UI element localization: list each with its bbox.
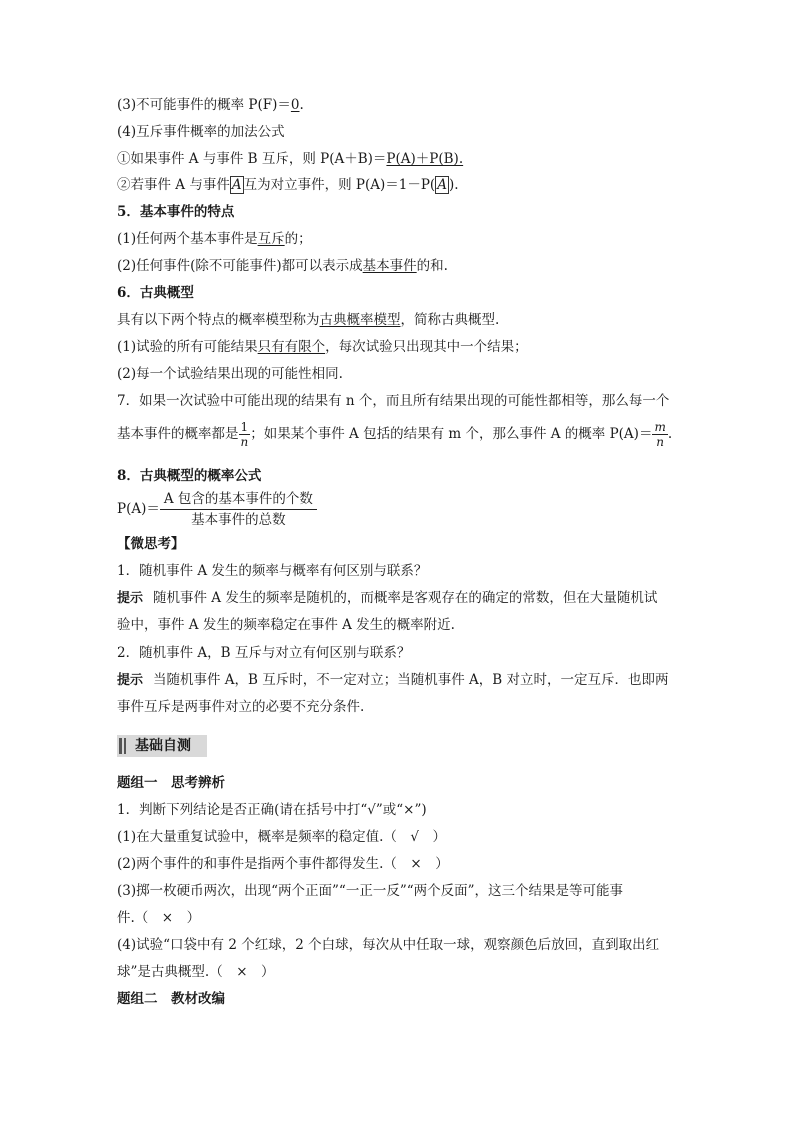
hint-label: 提示 (117, 673, 144, 688)
hint-line (117, 588, 657, 609)
text-line (117, 149, 463, 169)
judgment-item: (3)掷一枚硬币两次，出现“两个正面”“一正一反”“两个反面”，这三个结果是等可能事 (117, 883, 624, 899)
text-segment: ①如果事件 A 与事件 B 互斥，则 P(A＋B)＝ (117, 151, 387, 167)
section-heading: 8．古典概型的概率公式 (117, 468, 262, 484)
hint-line (117, 670, 669, 691)
fraction-numerator: 1 (239, 420, 251, 435)
text-line (117, 337, 528, 357)
text-line (117, 418, 672, 450)
hint-line: 验中，事件 A 发生的频率稳定在事件 A 发生的概率附近. (117, 617, 455, 633)
text-segment: ②若事件 A 与事件 (117, 177, 230, 193)
question-text: 2．随机事件 A，B 互斥与对立有何区别与联系？ (117, 645, 411, 661)
text-segment: (3)不可能事件的概率 P(F)＝ (117, 97, 291, 113)
answer-underlined: 只有有限个 (257, 339, 326, 355)
text-line (117, 95, 304, 115)
boxed-symbol: A (231, 177, 242, 193)
text-line (117, 310, 499, 330)
answer-underlined: 互斥 (257, 231, 285, 247)
text-line (117, 175, 459, 195)
fraction-1-over-n (239, 420, 251, 449)
text-line (117, 256, 448, 276)
text-segment: P(A)＝ (117, 501, 160, 517)
header-bar-decoration (119, 738, 122, 754)
fraction-denominator: 基本事件的总数 (191, 512, 286, 528)
text-segment: (1)试验的所有可能结果 (117, 339, 258, 355)
question-text: 1．判断下列结论是否正确(请在括号中打“√”或“×”) (117, 802, 427, 818)
answer-underlined: P(A)＋P(B). (386, 151, 464, 167)
hint-label: 提示 (117, 591, 144, 606)
header-bar-decoration (124, 738, 126, 754)
answer-underlined: 基本事件 (362, 258, 417, 274)
text-segment: 互为对立事件，则 P(A)＝1－P( (243, 177, 436, 193)
text-segment: ). (448, 177, 459, 193)
text-segment: . (299, 97, 304, 113)
text-line: (2)每一个试验结果出现的可能性相同. (117, 366, 343, 382)
text-segment: 具有以下两个特点的概率模型称为 (117, 312, 320, 328)
text-segment: . (667, 426, 673, 442)
judgment-item: (4)试验“口袋中有 2 个红球，2 个白球，每次从中任取一球，观察颜色后放回，直到取出红 (117, 937, 660, 953)
fraction-denominator: n (240, 435, 249, 449)
section-heading: 6．古典概型 (117, 285, 194, 301)
text-line (117, 229, 312, 249)
classical-probability-fraction (160, 490, 317, 529)
text-segment: 的； (284, 231, 312, 247)
judgment-item: 件.（ × ） (117, 910, 201, 926)
judgment-item: (2)两个事件的和事件是指两个事件都得发生.（ × ） (117, 856, 449, 872)
group-heading: 题组二 教材改编 (117, 991, 225, 1007)
group-heading: 题组一 思考辨析 (117, 775, 225, 791)
boxed-symbol: A (437, 177, 447, 193)
text-line: 7．如果一次试验中可能出现的结果有 n 个，而且所有结果出现的可能性都相等，那么每一个 (117, 393, 670, 409)
text-segment: 当随机事件 A，B 互斥时，不一定对立；当随机事件 A，B 对立时，一定互斥．也即两 (153, 672, 669, 688)
text-segment: ；如果某个事件 A 包括的结果有 m 个，那么事件 A 的概率 P(A)＝ (250, 426, 653, 442)
micro-thinking-heading: 【微思考】 (117, 536, 185, 552)
text-segment: ，简称古典概型. (400, 312, 500, 328)
fraction-denominator: n (656, 435, 665, 449)
judgment-item: 球”是古典概型.（ × ） (117, 964, 275, 980)
section-title: 基础自测 (135, 738, 191, 754)
text-segment: 的和. (416, 258, 448, 274)
fraction-numerator: m (654, 420, 666, 434)
section-header-basic-test (117, 735, 207, 757)
text-segment: (1)任何两个基本事件是 (117, 231, 258, 247)
judgment-item: (1)在大量重复试验中，概率是频率的稳定值.（ √ ） (117, 829, 447, 845)
hint-line: 事件互斥是两事件对立的必要不充分条件. (117, 699, 365, 715)
fraction-m-over-n (652, 420, 667, 449)
text-line: (4)互斥事件概率的加法公式 (117, 124, 285, 140)
answer-underlined: 古典概率模型 (319, 312, 401, 328)
text-segment: (2)任何事件(除不可能事件)都可以表示成 (117, 258, 363, 274)
text-segment: ，每次试验只出现其中一个结果； (325, 339, 528, 355)
text-segment: 基本事件的概率都是 (117, 426, 239, 442)
section-heading: 5．基本事件的特点 (117, 204, 235, 220)
question-text: 1．随机事件 A 发生的频率与概率有何区别与联系？ (117, 563, 428, 579)
text-segment: 随机事件 A 发生的频率是随机的，而概率是客观存在的确定的常数，但在大量随机试 (153, 590, 658, 606)
formula-line (117, 490, 317, 529)
answer-underlined: 0 (290, 97, 300, 113)
fraction-numerator: A 包含的基本事件的个数 (160, 490, 317, 510)
